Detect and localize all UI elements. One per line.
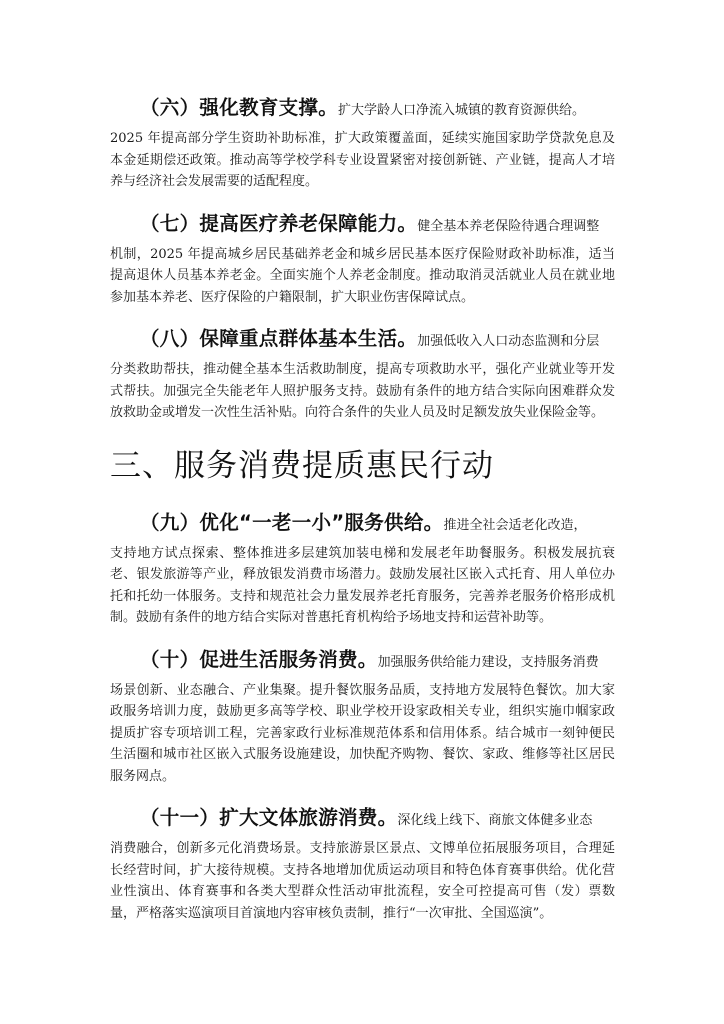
item-7-lead: 健全基本养老保险待遇合理调整	[417, 218, 600, 234]
item-11-heading: （十一）扩大文体旅游消费。	[140, 806, 398, 829]
item-8-heading: （八）保障重点群体基本生活。	[140, 327, 418, 350]
item-11-lead: 深化线上线下、商旅文体健多业态	[397, 813, 593, 828]
item-9-lead-line	[110, 508, 615, 541]
item-6-heading: （六）强化教育支撑。	[140, 96, 339, 119]
item-10-heading: （十）促进生活服务消费。	[140, 647, 378, 671]
item-10	[110, 645, 615, 788]
document-content	[110, 93, 615, 940]
item-10-body: 场景创新、业态融合、产业集聚。提升餐饮服务品质，支持地方发展特色餐饮。加大家政服务培训力度，鼓励更多高等学校、职业学校开设家政相关专业，组织实施巾帼家政提质扩容专项培训工程，完善家政行业标准规范体系和信用体系。结合城市一刻钟便民生活圈和城市社区嵌入式服务设施建设，加快配齐购物、餐饮、家政、维修等社区居民服务网点。	[110, 682, 615, 784]
item-8	[110, 324, 615, 424]
item-8-body: 分类救助帮扶，推动健全基本生活救助制度，提高专项救助水平，强化产业就业等开发式帮扶。加强完全失能老年人照护服务支持。鼓励有条件的地方结合实际向困难群众发放救助金或增发一次性生活补贴。向符合条件的失业人员及时足额发放失业保险金等。	[110, 362, 615, 420]
item-9-lead: 推进全社会适老化改造，	[443, 517, 587, 533]
item-11-body: 消费融合，创新多元化消费场景。支持旅游景区景点、文博单位拓展服务项目，合理延长经营时间，扩大接待规模。支持各地增加优质运动项目和特色体育赛事供给。优化营业性演出、体育赛事和各类大型群众性活动审批流程，安全可控提高可售（发）票数量，严格落实巡演项目首演地内容审核负责制，推行“一次审批、全国巡演”。	[110, 841, 615, 921]
item-6-lead: 扩大学龄人口净流入城镇的教育资源供给。	[338, 103, 586, 118]
item-8-lead: 加强低收入人口动态监测和分层	[417, 334, 600, 349]
item-6-body: 2025 年提高部分学生资助补助标准，扩大政策覆盖面，延续实施国家助学贷款免息及本金延期偿还政策。推动高等学校学科专业设置紧密对接创新链、产业链，提高人才培养与经济社会发展需要的适配程度。	[110, 131, 615, 189]
item-7-body: 机制，2025 年提高城乡居民基础养老金和城乡居民基本医疗保险财政补助标准，适当提高退休人员基本养老金。全面实施个人养老金制度。推动取消灵活就业人员在就业地参加基本养老、医疗保险的户籍限制，扩大职业伤害保障试点。	[110, 246, 615, 305]
item-8-lead-line	[110, 324, 615, 357]
item-10-lead-line	[110, 645, 615, 678]
item-7-heading: （七）提高医疗养老保障能力。	[140, 211, 418, 235]
item-7-lead-line	[110, 209, 615, 242]
item-9	[110, 508, 615, 629]
item-6-lead-line	[110, 93, 615, 126]
item-10-lead: 加强服务供给能力建设，支持服务消费	[377, 654, 599, 670]
section-title: 三、服务消费提质惠民行动	[110, 447, 494, 484]
item-9-heading: （九）优化“一老一小”服务供给。	[140, 510, 444, 534]
item-7	[110, 209, 615, 309]
item-6	[110, 93, 615, 193]
item-9-body: 支持地方试点探索、整体推进多层建筑加装电梯和发展老年助餐服务。积极发展抗衰老、银发旅游等产业，释放银发消费市场潜力。鼓励发展社区嵌入式托育、用人单位办托和托幼一体服务。支持和规范社会力量发展养老托育服务，完善养老服务价格形成机制。鼓励有条件的地方结合实际对普惠托育机构给予场地支持和运营补助等。	[110, 545, 615, 625]
item-11	[110, 803, 615, 924]
item-11-lead-line	[110, 803, 615, 836]
